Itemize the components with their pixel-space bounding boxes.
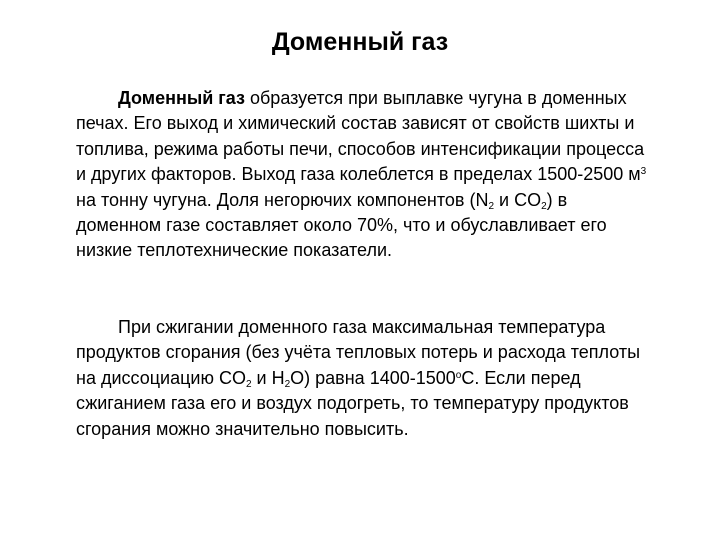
paragraph-blast-furnace-gas (76, 86, 656, 264)
paragraph-combustion-temperature (76, 315, 656, 442)
superscript: 3 (640, 166, 647, 178)
slide-title: Доменный газ (271, 28, 449, 56)
subscript: 2 (488, 200, 495, 212)
text-span: O) равна 1400-1500 (290, 367, 456, 388)
text-span: С. Если перед сжиганием газа его и воздух подогреть, то температуру продуктов сгорания можно значительно повысить. (76, 367, 629, 439)
text-span: на тонну чугуна. Доля негорючих компонентов (N (76, 189, 489, 210)
subscript: 2 (245, 378, 252, 390)
subscript: 2 (541, 200, 547, 212)
text-span: ) в доменном газе составляет около 70%, что и обуславливает его низкие теплотехнические показатели. (76, 189, 607, 261)
text-span: и CO (494, 189, 542, 210)
term-bold: Доменный газ (118, 88, 245, 108)
superscript: o (455, 369, 462, 381)
text-span: и H (251, 367, 285, 388)
text-span: При сжигании доменного газа максимальная температура продуктов сгорания (без учёта тепловых потерь и расхода теплоты на диссоциацию CO (76, 317, 641, 388)
subscript: 2 (284, 378, 291, 390)
text-span: образуется при выплавке чугуна в доменных печах. Его выход и химический состав зависят от свойств шихты и топлива, режима работы печи, способов интенсификации процесса и других факторов. Выход газа колеблется в пределах 1500-2500 м (76, 88, 645, 185)
